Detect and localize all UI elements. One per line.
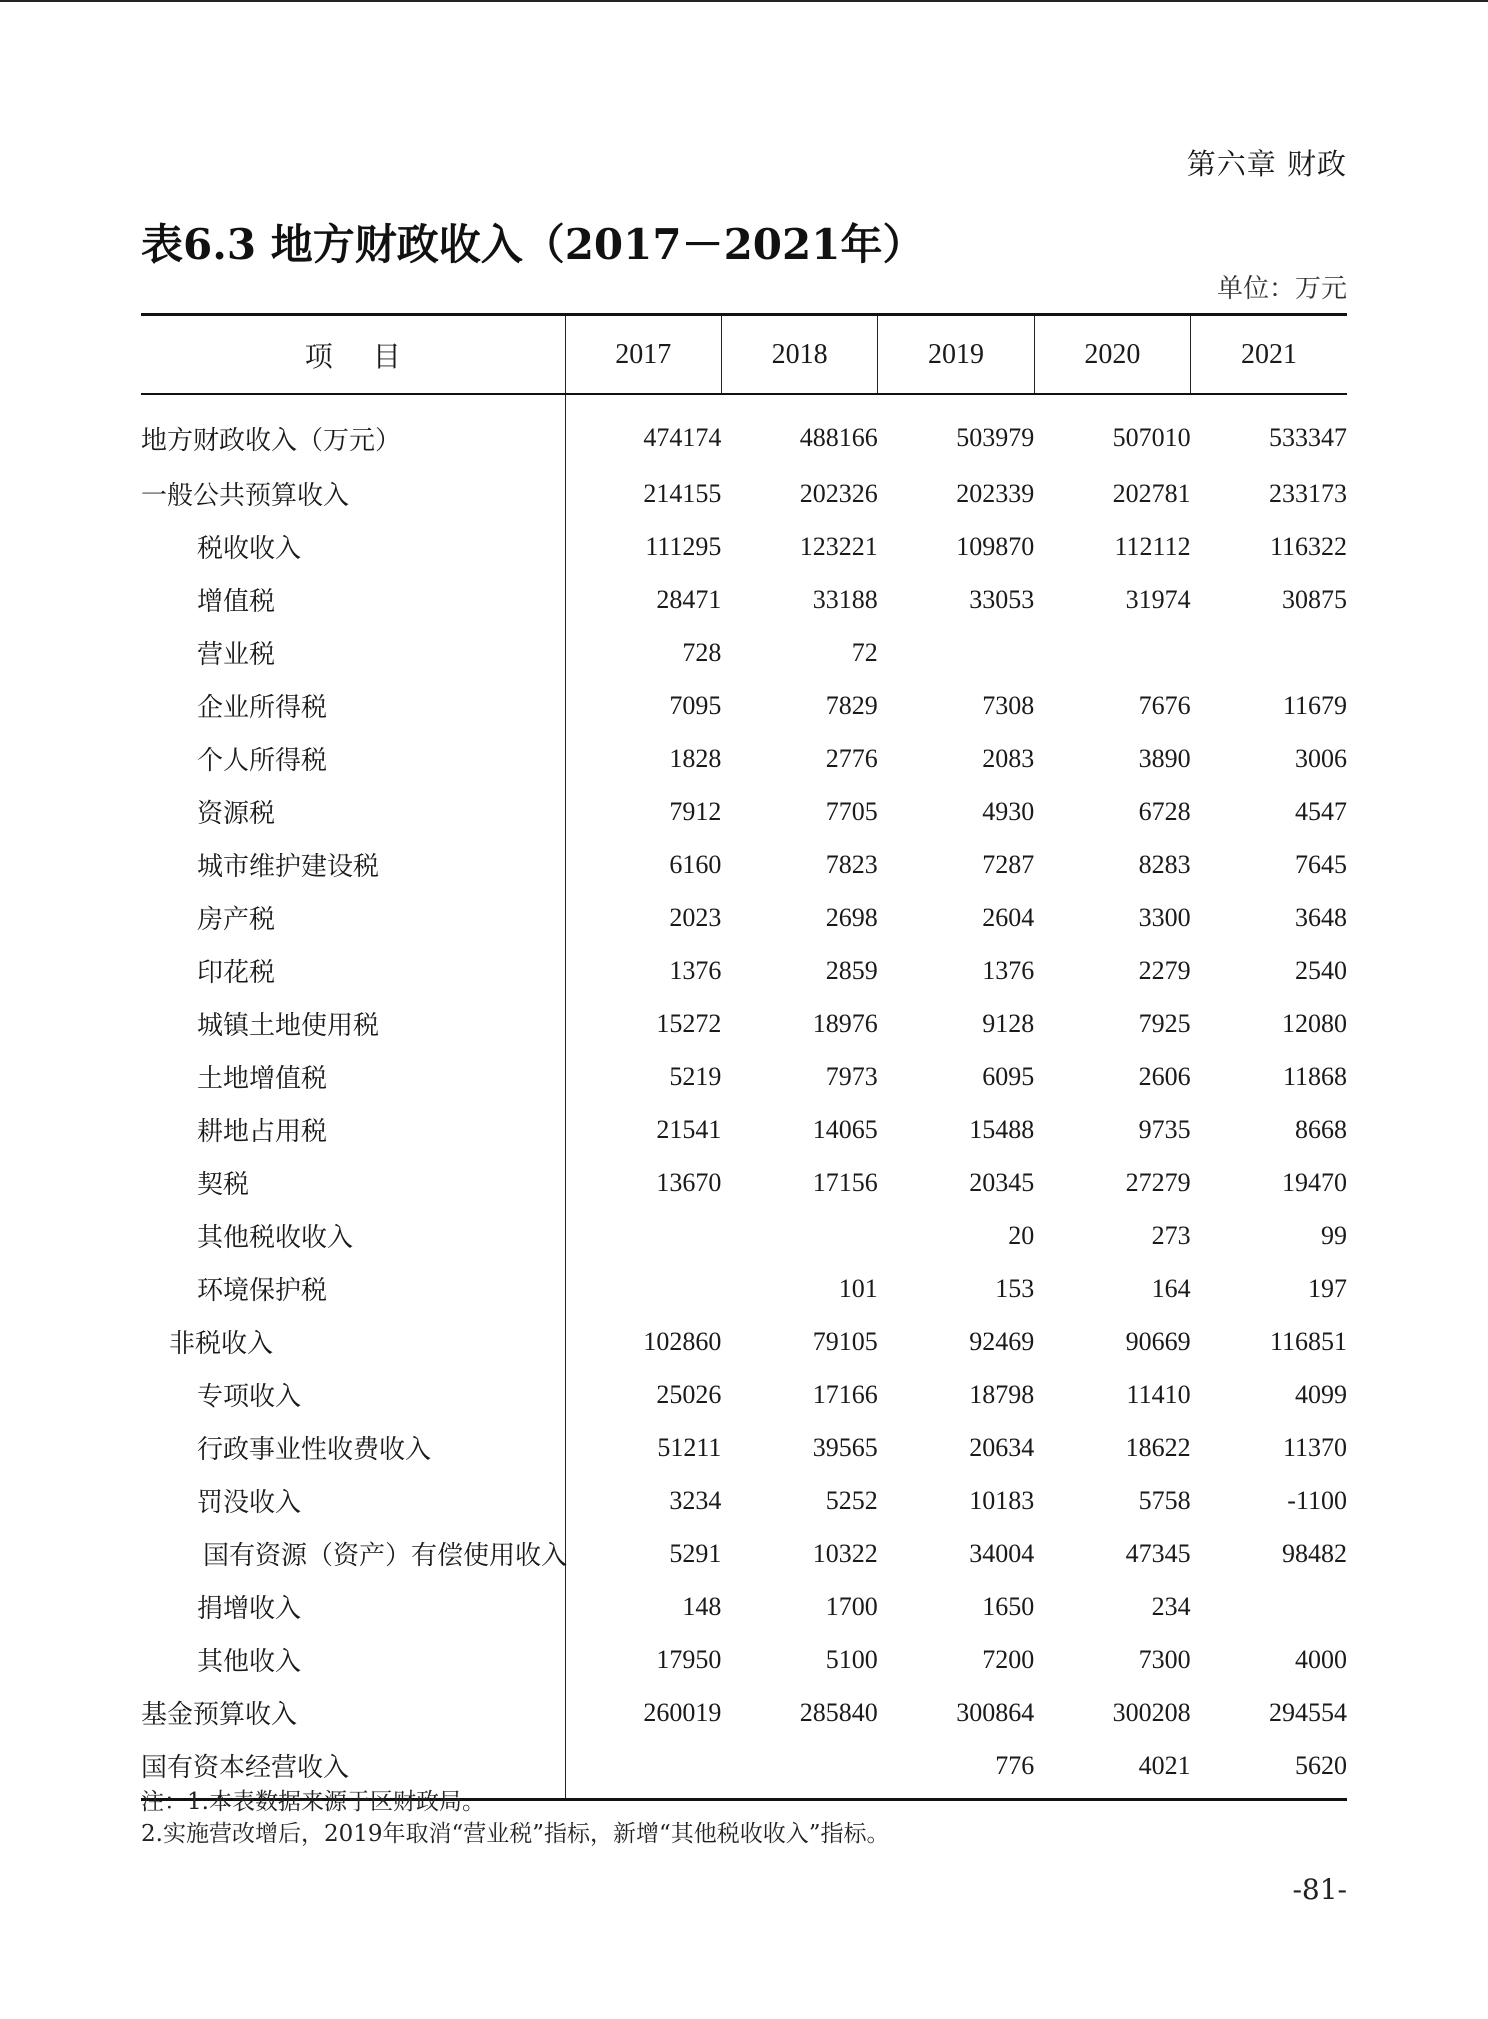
table-row bbox=[141, 1368, 1347, 1421]
value-cell-2019 bbox=[878, 626, 1034, 679]
value-cell-2019: 20634 bbox=[969, 1432, 1035, 1462]
table-header-row bbox=[141, 315, 1347, 395]
row-label: 其他收入 bbox=[141, 1633, 565, 1686]
value-cell-2018: 2776 bbox=[825, 743, 878, 773]
table-row bbox=[141, 997, 1347, 1050]
value-cell-2017: 7912 bbox=[669, 796, 722, 826]
table-row bbox=[141, 1633, 1347, 1686]
row-label: 企业所得税 bbox=[141, 679, 565, 732]
value-cell-2017 bbox=[565, 1209, 721, 1262]
value-cell-2019: 4930 bbox=[982, 796, 1035, 826]
value-cell-2021: 11679 bbox=[1282, 690, 1347, 720]
row-label: 捐增收入 bbox=[141, 1580, 565, 1633]
value-cell-2020 bbox=[1034, 626, 1190, 679]
table-row bbox=[141, 944, 1347, 997]
table-row bbox=[141, 1474, 1347, 1527]
row-label: 一般公共预算收入 bbox=[141, 467, 565, 520]
value-cell-2018: 79105 bbox=[812, 1326, 878, 1356]
value-cell-2021: 116851 bbox=[1269, 1326, 1347, 1356]
value-cell-2017: 5291 bbox=[669, 1538, 722, 1568]
row-label: 城市维护建设税 bbox=[141, 838, 565, 891]
value-cell-2017: 17950 bbox=[656, 1644, 722, 1674]
value-cell-2018: 17156 bbox=[812, 1167, 878, 1197]
value-cell-2020: 6728 bbox=[1138, 796, 1191, 826]
value-cell-2020: 7676 bbox=[1138, 690, 1191, 720]
value-cell-2019: 34004 bbox=[969, 1538, 1035, 1568]
value-cell-2021 bbox=[1191, 1580, 1347, 1633]
value-cell-2019: 2083 bbox=[982, 743, 1035, 773]
value-cell-2019: 202339 bbox=[956, 478, 1035, 508]
table-title: 表6.3 地方财政收入（2017－2021年） bbox=[141, 220, 925, 269]
table-row bbox=[141, 1156, 1347, 1209]
row-label: 专项收入 bbox=[141, 1368, 565, 1421]
value-cell-2019: 20345 bbox=[969, 1167, 1035, 1197]
value-cell-2019: 153 bbox=[995, 1273, 1035, 1303]
value-cell-2017: 1828 bbox=[669, 743, 722, 773]
column-header-year: 2017 bbox=[565, 315, 721, 395]
table-row bbox=[141, 520, 1347, 573]
table-row bbox=[141, 1050, 1347, 1103]
value-cell-2020: 112112 bbox=[1114, 531, 1191, 561]
value-cell-2018: 101 bbox=[838, 1273, 878, 1303]
row-label: 行政事业性收费收入 bbox=[141, 1421, 565, 1474]
value-cell-2021: 4000 bbox=[1295, 1644, 1347, 1674]
value-cell-2020: 7300 bbox=[1138, 1644, 1191, 1674]
table-row bbox=[141, 1580, 1347, 1633]
value-cell-2018: 2698 bbox=[825, 902, 878, 932]
row-label: 增值税 bbox=[141, 573, 565, 626]
row-label: 营业税 bbox=[141, 626, 565, 679]
value-cell-2019: 15488 bbox=[969, 1114, 1035, 1144]
value-cell-2019: 20 bbox=[1008, 1220, 1035, 1250]
value-cell-2020: 8283 bbox=[1138, 849, 1191, 879]
table-row bbox=[141, 1262, 1347, 1315]
value-cell-2021: 4547 bbox=[1295, 796, 1347, 826]
value-cell-2021: 8668 bbox=[1295, 1114, 1347, 1144]
value-cell-2021: 3006 bbox=[1295, 743, 1347, 773]
fiscal-revenue-table bbox=[141, 313, 1347, 1801]
value-cell-2021: 4099 bbox=[1295, 1379, 1347, 1409]
value-cell-2018: 72 bbox=[851, 637, 878, 667]
value-cell-2018 bbox=[721, 1209, 877, 1262]
value-cell-2018: 202326 bbox=[799, 478, 878, 508]
unit-label: 单位：万元 bbox=[1216, 274, 1347, 304]
value-cell-2017 bbox=[565, 1262, 721, 1315]
row-label: 环境保护税 bbox=[141, 1262, 565, 1315]
value-cell-2018: 285840 bbox=[799, 1697, 878, 1727]
value-cell-2017: 5219 bbox=[669, 1061, 722, 1091]
row-label: 印花税 bbox=[141, 944, 565, 997]
value-cell-2020: 2279 bbox=[1138, 955, 1191, 985]
value-cell-2019: 503979 bbox=[956, 423, 1035, 452]
value-cell-2021: 197 bbox=[1308, 1273, 1347, 1303]
value-cell-2018: 18976 bbox=[812, 1008, 878, 1038]
table-row bbox=[141, 679, 1347, 732]
value-cell-2021: 294554 bbox=[1269, 1697, 1347, 1727]
value-cell-2020: 31974 bbox=[1125, 584, 1191, 614]
value-cell-2018: 1700 bbox=[825, 1591, 878, 1621]
top-border-rule bbox=[0, 0, 1488, 2]
value-cell-2019: 7308 bbox=[982, 690, 1035, 720]
value-cell-2020: 27279 bbox=[1125, 1167, 1191, 1197]
value-cell-2017: 3234 bbox=[669, 1485, 722, 1515]
value-cell-2017: 7095 bbox=[669, 690, 722, 720]
value-cell-2017: 728 bbox=[682, 637, 722, 667]
table-row bbox=[141, 1686, 1347, 1739]
value-cell-2020: 3300 bbox=[1138, 902, 1191, 932]
value-cell-2017: 51211 bbox=[657, 1432, 722, 1462]
row-label: 资源税 bbox=[141, 785, 565, 838]
value-cell-2018: 5252 bbox=[825, 1485, 878, 1515]
row-label: 房产税 bbox=[141, 891, 565, 944]
value-cell-2020: 18622 bbox=[1125, 1432, 1191, 1462]
value-cell-2019: 6095 bbox=[982, 1061, 1035, 1091]
value-cell-2019: 7200 bbox=[982, 1644, 1035, 1674]
value-cell-2019: 1376 bbox=[982, 955, 1035, 985]
value-cell-2017: 15272 bbox=[656, 1008, 722, 1038]
table-row bbox=[141, 732, 1347, 785]
value-cell-2021: 3648 bbox=[1295, 902, 1347, 932]
value-cell-2017: 214155 bbox=[643, 478, 722, 508]
value-cell-2021: 233173 bbox=[1269, 478, 1347, 508]
value-cell-2020: 9735 bbox=[1138, 1114, 1191, 1144]
value-cell-2021: 2540 bbox=[1295, 955, 1347, 985]
value-cell-2020: 11410 bbox=[1126, 1379, 1191, 1409]
value-cell-2021: 98482 bbox=[1282, 1538, 1347, 1568]
value-cell-2018: 33188 bbox=[812, 584, 878, 614]
note-line: 2.实施营改增后，2019年取消“营业税”指标，新增“其他税收收入”指标。 bbox=[141, 1821, 890, 1847]
value-cell-2021: 116322 bbox=[1269, 531, 1347, 561]
row-label: 国有资本经营收入 bbox=[141, 1739, 565, 1800]
value-cell-2020: 234 bbox=[1151, 1591, 1191, 1621]
note-line: 注：1.本表数据来源于区财政局。 bbox=[141, 1789, 485, 1815]
value-cell-2019: 33053 bbox=[969, 584, 1035, 614]
value-cell-2018: 17166 bbox=[812, 1379, 878, 1409]
table-row bbox=[141, 1421, 1347, 1474]
value-cell-2018: 2859 bbox=[825, 955, 878, 985]
value-cell-2020: 273 bbox=[1151, 1220, 1191, 1250]
value-cell-2018: 14065 bbox=[812, 1114, 878, 1144]
table-row bbox=[141, 626, 1347, 679]
value-cell-2019: 92469 bbox=[969, 1326, 1035, 1356]
row-label: 非税收入 bbox=[141, 1315, 565, 1368]
row-label: 税收收入 bbox=[141, 520, 565, 573]
value-cell-2019: 109870 bbox=[956, 531, 1035, 561]
value-cell-2019: 776 bbox=[878, 1739, 1034, 1800]
row-label: 基金预算收入 bbox=[141, 1686, 565, 1739]
value-cell-2017: 260019 bbox=[643, 1697, 722, 1727]
value-cell-2020: 202781 bbox=[1112, 478, 1191, 508]
table-row bbox=[141, 1209, 1347, 1262]
table-row bbox=[141, 1527, 1347, 1580]
value-cell-2019: 18798 bbox=[969, 1379, 1035, 1409]
value-cell-2020: 164 bbox=[1151, 1273, 1191, 1303]
value-cell-2019: 1650 bbox=[982, 1591, 1035, 1621]
value-cell-2019: 10183 bbox=[969, 1485, 1035, 1515]
row-label: 耕地占用税 bbox=[141, 1103, 565, 1156]
column-header-year: 2018 bbox=[721, 315, 877, 395]
table-notes bbox=[141, 1786, 890, 1850]
row-label: 个人所得税 bbox=[141, 732, 565, 785]
table-row bbox=[141, 838, 1347, 891]
value-cell-2018: 7705 bbox=[825, 796, 878, 826]
row-label: 国有资源（资产）有偿使用收入 bbox=[141, 1527, 565, 1580]
column-header-year: 2021 bbox=[1191, 315, 1347, 395]
column-header-item: 项目 bbox=[141, 315, 565, 395]
table-body bbox=[141, 394, 1347, 1800]
row-label: 契税 bbox=[141, 1156, 565, 1209]
value-cell-2017: 28471 bbox=[656, 584, 722, 614]
row-label: 土地增值税 bbox=[141, 1050, 565, 1103]
value-cell-2020: 47345 bbox=[1125, 1538, 1191, 1568]
value-cell-2018: 7973 bbox=[825, 1061, 878, 1091]
value-cell-2018: 488166 bbox=[799, 423, 878, 452]
row-label: 罚没收入 bbox=[141, 1474, 565, 1527]
table-row bbox=[141, 467, 1347, 520]
value-cell-2021: 7645 bbox=[1295, 849, 1347, 879]
value-cell-2017: 474174 bbox=[643, 423, 722, 452]
value-cell-2021: 19470 bbox=[1282, 1167, 1347, 1197]
value-cell-2017: 25026 bbox=[656, 1379, 722, 1409]
value-cell-2021: 12080 bbox=[1282, 1008, 1347, 1038]
value-cell-2020: 5758 bbox=[1138, 1485, 1191, 1515]
value-cell-2019: 300864 bbox=[956, 1697, 1035, 1727]
value-cell-2017: 13670 bbox=[656, 1167, 722, 1197]
row-label: 其他税收收入 bbox=[141, 1209, 565, 1262]
column-header-year: 2019 bbox=[878, 315, 1034, 395]
value-cell-2020: 4021 bbox=[1034, 1739, 1190, 1800]
value-cell-2021: -1100 bbox=[1287, 1485, 1347, 1515]
value-cell-2021: 30875 bbox=[1282, 584, 1347, 614]
table-row bbox=[141, 1315, 1347, 1368]
value-cell-2018: 10322 bbox=[812, 1538, 878, 1568]
value-cell-2017: 1376 bbox=[669, 955, 722, 985]
value-cell-2021: 533347 bbox=[1269, 423, 1347, 452]
value-cell-2018: 7829 bbox=[825, 690, 878, 720]
value-cell-2020: 300208 bbox=[1112, 1697, 1191, 1727]
table-row bbox=[141, 785, 1347, 838]
value-cell-2020: 2606 bbox=[1138, 1061, 1191, 1091]
table-row bbox=[141, 891, 1347, 944]
value-cell-2018: 5100 bbox=[825, 1644, 878, 1674]
value-cell-2017: 102860 bbox=[643, 1326, 722, 1356]
value-cell-2018: 123221 bbox=[799, 531, 878, 561]
value-cell-2020: 3890 bbox=[1138, 743, 1191, 773]
table-row bbox=[141, 394, 1347, 467]
row-label: 城镇土地使用税 bbox=[141, 997, 565, 1050]
value-cell-2020: 90669 bbox=[1125, 1326, 1191, 1356]
value-cell-2017: 148 bbox=[682, 1591, 722, 1621]
chapter-header: 第六章 财政 bbox=[1186, 147, 1347, 181]
value-cell-2019: 9128 bbox=[982, 1008, 1035, 1038]
value-cell-2017: 111295 bbox=[645, 531, 722, 561]
table-row bbox=[141, 1103, 1347, 1156]
table-row bbox=[141, 573, 1347, 626]
value-cell-2019: 2604 bbox=[982, 902, 1035, 932]
value-cell-2021 bbox=[1191, 626, 1347, 679]
column-header-year: 2020 bbox=[1034, 315, 1190, 395]
row-label: 地方财政收入（万元） bbox=[141, 394, 565, 467]
value-cell-2021: 11370 bbox=[1282, 1432, 1347, 1462]
value-cell-2020: 507010 bbox=[1112, 423, 1191, 452]
value-cell-2021: 5620 bbox=[1191, 1739, 1347, 1800]
value-cell-2019: 7287 bbox=[982, 849, 1035, 879]
page-number: -81- bbox=[1292, 1873, 1347, 1906]
value-cell-2017: 2023 bbox=[669, 902, 722, 932]
value-cell-2018: 7823 bbox=[825, 849, 878, 879]
value-cell-2017: 21541 bbox=[656, 1114, 722, 1144]
value-cell-2017: 6160 bbox=[669, 849, 722, 879]
value-cell-2020: 7925 bbox=[1138, 1008, 1191, 1038]
value-cell-2021: 99 bbox=[1321, 1220, 1347, 1250]
value-cell-2021: 11868 bbox=[1282, 1061, 1347, 1091]
value-cell-2018: 39565 bbox=[812, 1432, 878, 1462]
